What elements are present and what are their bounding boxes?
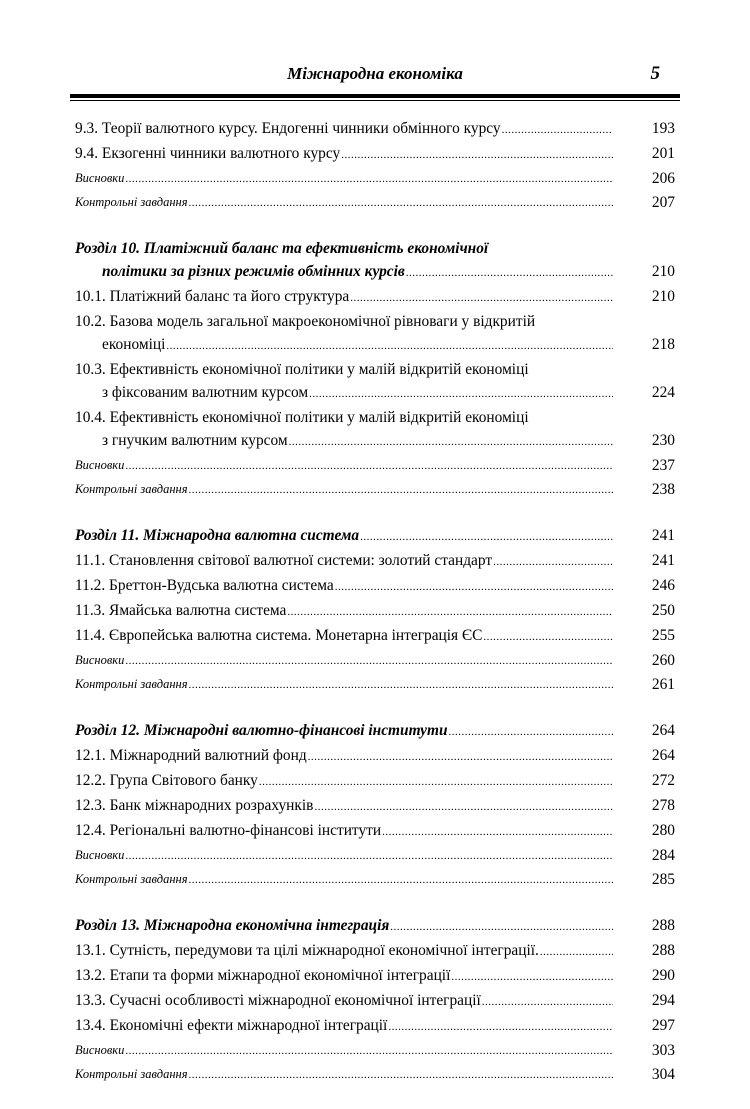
toc-entry-conclusions[interactable] — [75, 167, 675, 191]
chapter-title-line1: Розділ 10. Платіжний баланс та ефективність економічної — [75, 240, 489, 257]
toc-entry-page: 294 — [651, 992, 675, 1009]
header-rule-thick — [70, 94, 680, 98]
toc-entry-title: Висновки — [75, 171, 125, 185]
dot-leader — [287, 601, 613, 624]
toc-entry-page: 241 — [651, 552, 675, 569]
toc-entry-page: 210 — [651, 288, 675, 305]
toc-chapter-heading[interactable] — [75, 914, 675, 939]
toc-entry-page: 264 — [651, 722, 675, 739]
toc-entry-title: Контрольні завдання — [75, 872, 188, 886]
toc-entry-page: 278 — [651, 797, 675, 814]
toc-entry[interactable] — [75, 406, 675, 429]
toc-entry-page: 210 — [651, 263, 675, 280]
toc-entry-title: 11.4. Європейська валютна система. Монетарна інтеграція ЄС — [75, 627, 483, 644]
toc-entry-title-line1: 10.2. Базова модель загальної макроекономічної рівноваги у відкритій — [75, 313, 536, 330]
toc-entry-title: 9.4. Екзогенні чинники валютного курсу — [75, 145, 341, 162]
dot-leader — [314, 796, 613, 819]
toc-chapter-heading[interactable] — [75, 719, 675, 744]
header-rule-thin — [70, 100, 680, 101]
toc-entry-control-tasks[interactable] — [75, 868, 675, 892]
dot-leader — [189, 674, 613, 697]
toc-group-chapter-12 — [75, 719, 675, 892]
toc-entry-title-line2: економіці — [102, 336, 166, 353]
toc-entry-page: 280 — [651, 822, 675, 839]
dot-leader — [308, 746, 613, 769]
chapter-title: Розділ 13. Міжнародна економічна інтеграція — [75, 917, 390, 934]
toc-entry[interactable] — [75, 769, 675, 794]
toc-entry[interactable] — [75, 574, 675, 599]
toc-entry[interactable] — [75, 142, 675, 167]
toc-entry-title: 11.3. Ямайська валютна система — [75, 602, 287, 619]
chapter-title: Розділ 11. Міжнародна валютна система — [75, 527, 360, 544]
toc-entry-page: 237 — [651, 457, 675, 474]
toc-entry-title-line2: з фіксованим валютним курсом — [102, 384, 309, 401]
toc-entry-title: 11.2. Бреттон-Вудська валютна система — [75, 577, 334, 594]
toc-entry-conclusions[interactable] — [75, 844, 675, 868]
toc-entry-title: 9.3. Теорії валютного курсу. Ендогенні чинники обмінного курсу — [75, 120, 501, 137]
toc-entry-title: Контрольні завдання — [75, 1067, 188, 1081]
table-of-contents — [75, 117, 675, 1109]
dot-leader — [189, 1064, 613, 1087]
toc-entry-title: 12.1. Міжнародний валютний фонд — [75, 747, 307, 764]
toc-entry-title: 13.4. Економічні ефекти міжнародної інтеграції — [75, 1017, 388, 1034]
toc-entry-cont[interactable] — [75, 429, 675, 454]
toc-entry-title: 12.2. Група Світового банку — [75, 772, 258, 789]
toc-entry-title: 10.1. Платіжний баланс та його структура — [75, 288, 350, 305]
toc-entry-page: 241 — [651, 527, 675, 544]
toc-entry-page: 238 — [651, 481, 675, 498]
toc-entry-title: Контрольні завдання — [75, 482, 188, 496]
dot-leader — [483, 626, 613, 649]
toc-entry-page: 207 — [651, 194, 675, 211]
toc-entry-title: 11.1. Становлення світової валютної системи: золотий стандарт — [75, 552, 493, 569]
toc-entry-title: Контрольні завдання — [75, 195, 188, 209]
toc-group-chapter-13 — [75, 914, 675, 1087]
toc-entry-title: 13.1. Сутність, передумови та цілі міжнародної економічної інтеграції. — [75, 942, 539, 959]
toc-entry-control-tasks[interactable] — [75, 1063, 675, 1087]
dot-leader — [388, 1016, 613, 1039]
dot-leader — [125, 1040, 613, 1063]
dot-leader — [449, 721, 613, 744]
toc-entry-page: 272 — [651, 772, 675, 789]
dot-leader — [335, 576, 613, 599]
toc-entry-title: 12.4. Регіональні валютно-фінансові інститути — [75, 822, 382, 839]
toc-entry-page: 303 — [651, 1042, 675, 1059]
toc-entry-page: 206 — [651, 170, 675, 187]
toc-entry[interactable] — [75, 310, 675, 333]
toc-entry-conclusions[interactable] — [75, 649, 675, 673]
dot-leader — [125, 168, 613, 191]
toc-entry[interactable] — [75, 989, 675, 1014]
toc-entry-page: 288 — [651, 942, 675, 959]
toc-entry-title: Висновки — [75, 653, 125, 667]
toc-entry-control-tasks[interactable] — [75, 478, 675, 502]
dot-leader — [482, 991, 613, 1014]
toc-entry-page: 246 — [651, 577, 675, 594]
toc-entry-cont[interactable] — [75, 381, 675, 406]
dot-leader — [125, 455, 613, 478]
chapter-title: Розділ 12. Міжнародні валютно-фінансові інститути — [75, 722, 448, 739]
toc-entry[interactable] — [75, 964, 675, 989]
toc-chapter-heading[interactable] — [75, 237, 675, 260]
toc-entry-page: 297 — [651, 1017, 675, 1034]
page-number: 5 — [650, 63, 660, 84]
toc-entry[interactable] — [75, 285, 675, 310]
dot-leader — [189, 479, 613, 502]
toc-entry-page: 250 — [651, 602, 675, 619]
toc-entry-page: 288 — [651, 917, 675, 934]
toc-entry-title: 12.3. Банк міжнародних розрахунків — [75, 797, 314, 814]
dot-leader — [125, 845, 613, 868]
dot-leader — [341, 144, 613, 167]
dot-leader — [189, 192, 613, 215]
toc-chapter-heading[interactable] — [75, 524, 675, 549]
toc-group-chapter-10 — [75, 237, 675, 502]
dot-leader — [390, 916, 613, 939]
toc-entry-conclusions[interactable] — [75, 1039, 675, 1063]
toc-entry[interactable] — [75, 1014, 675, 1039]
dot-leader — [382, 821, 613, 844]
toc-entry-cont[interactable] — [75, 333, 675, 358]
toc-entry-page: 284 — [651, 847, 675, 864]
toc-entry[interactable] — [75, 624, 675, 649]
dot-leader — [502, 119, 613, 142]
dot-leader — [259, 771, 613, 794]
toc-entry-control-tasks[interactable] — [75, 673, 675, 697]
toc-entry-title: Висновки — [75, 1043, 125, 1057]
dot-leader — [125, 650, 613, 673]
toc-entry-page: 260 — [651, 652, 675, 669]
page-header — [70, 62, 680, 92]
toc-entry[interactable] — [75, 549, 675, 574]
toc-entry-title: 13.3. Сучасні особливості міжнародної економічної інтеграції — [75, 992, 481, 1009]
toc-entry-title: Висновки — [75, 458, 125, 472]
dot-leader — [309, 383, 613, 406]
toc-entry-title-line2: з гнучким валютним курсом — [102, 432, 288, 449]
chapter-title-line2: політики за різних режимів обмінних курсів — [102, 263, 405, 280]
toc-entry[interactable] — [75, 794, 675, 819]
toc-entry-page: 255 — [651, 627, 675, 644]
dot-leader — [540, 941, 613, 964]
dot-leader — [289, 431, 613, 454]
running-title: Міжнародна економіка — [287, 64, 463, 83]
toc-entry-page: 193 — [651, 120, 675, 137]
dot-leader — [406, 262, 613, 285]
toc-chapter-heading-cont[interactable] — [75, 260, 675, 285]
toc-entry-page: 285 — [651, 871, 675, 888]
dot-leader — [350, 287, 613, 310]
toc-entry-page: 264 — [651, 747, 675, 764]
toc-entry-title: Контрольні завдання — [75, 677, 188, 691]
toc-entry-title-line1: 10.4. Ефективність економічної політики у малій відкритій економіці — [75, 409, 529, 426]
dot-leader — [360, 526, 613, 549]
toc-entry-page: 230 — [651, 432, 675, 449]
dot-leader — [493, 551, 613, 574]
toc-entry[interactable] — [75, 599, 675, 624]
dot-leader — [189, 869, 613, 892]
toc-entry-title-line1: 10.3. Ефективність економічної політики у малій відкритій економіці — [75, 361, 529, 378]
toc-entry-title: 13.2. Етапи та форми міжнародної економічної інтеграції — [75, 967, 451, 984]
dot-leader — [451, 966, 613, 989]
toc-group-chapter-9 — [75, 117, 675, 215]
toc-entry[interactable] — [75, 358, 675, 381]
toc-entry[interactable] — [75, 819, 675, 844]
toc-entry[interactable] — [75, 939, 675, 964]
toc-entry[interactable] — [75, 744, 675, 769]
toc-entry-control-tasks[interactable] — [75, 191, 675, 215]
toc-entry-page: 218 — [651, 336, 675, 353]
toc-entry-page: 261 — [651, 676, 675, 693]
toc-group-chapter-11 — [75, 524, 675, 697]
toc-entry[interactable] — [75, 117, 675, 142]
toc-entry-page: 224 — [651, 384, 675, 401]
toc-entry-page: 304 — [651, 1066, 675, 1083]
toc-entry-conclusions[interactable] — [75, 454, 675, 478]
toc-entry-page: 290 — [651, 967, 675, 984]
dot-leader — [166, 335, 613, 358]
toc-entry-page: 201 — [651, 145, 675, 162]
toc-entry-title: Висновки — [75, 848, 125, 862]
